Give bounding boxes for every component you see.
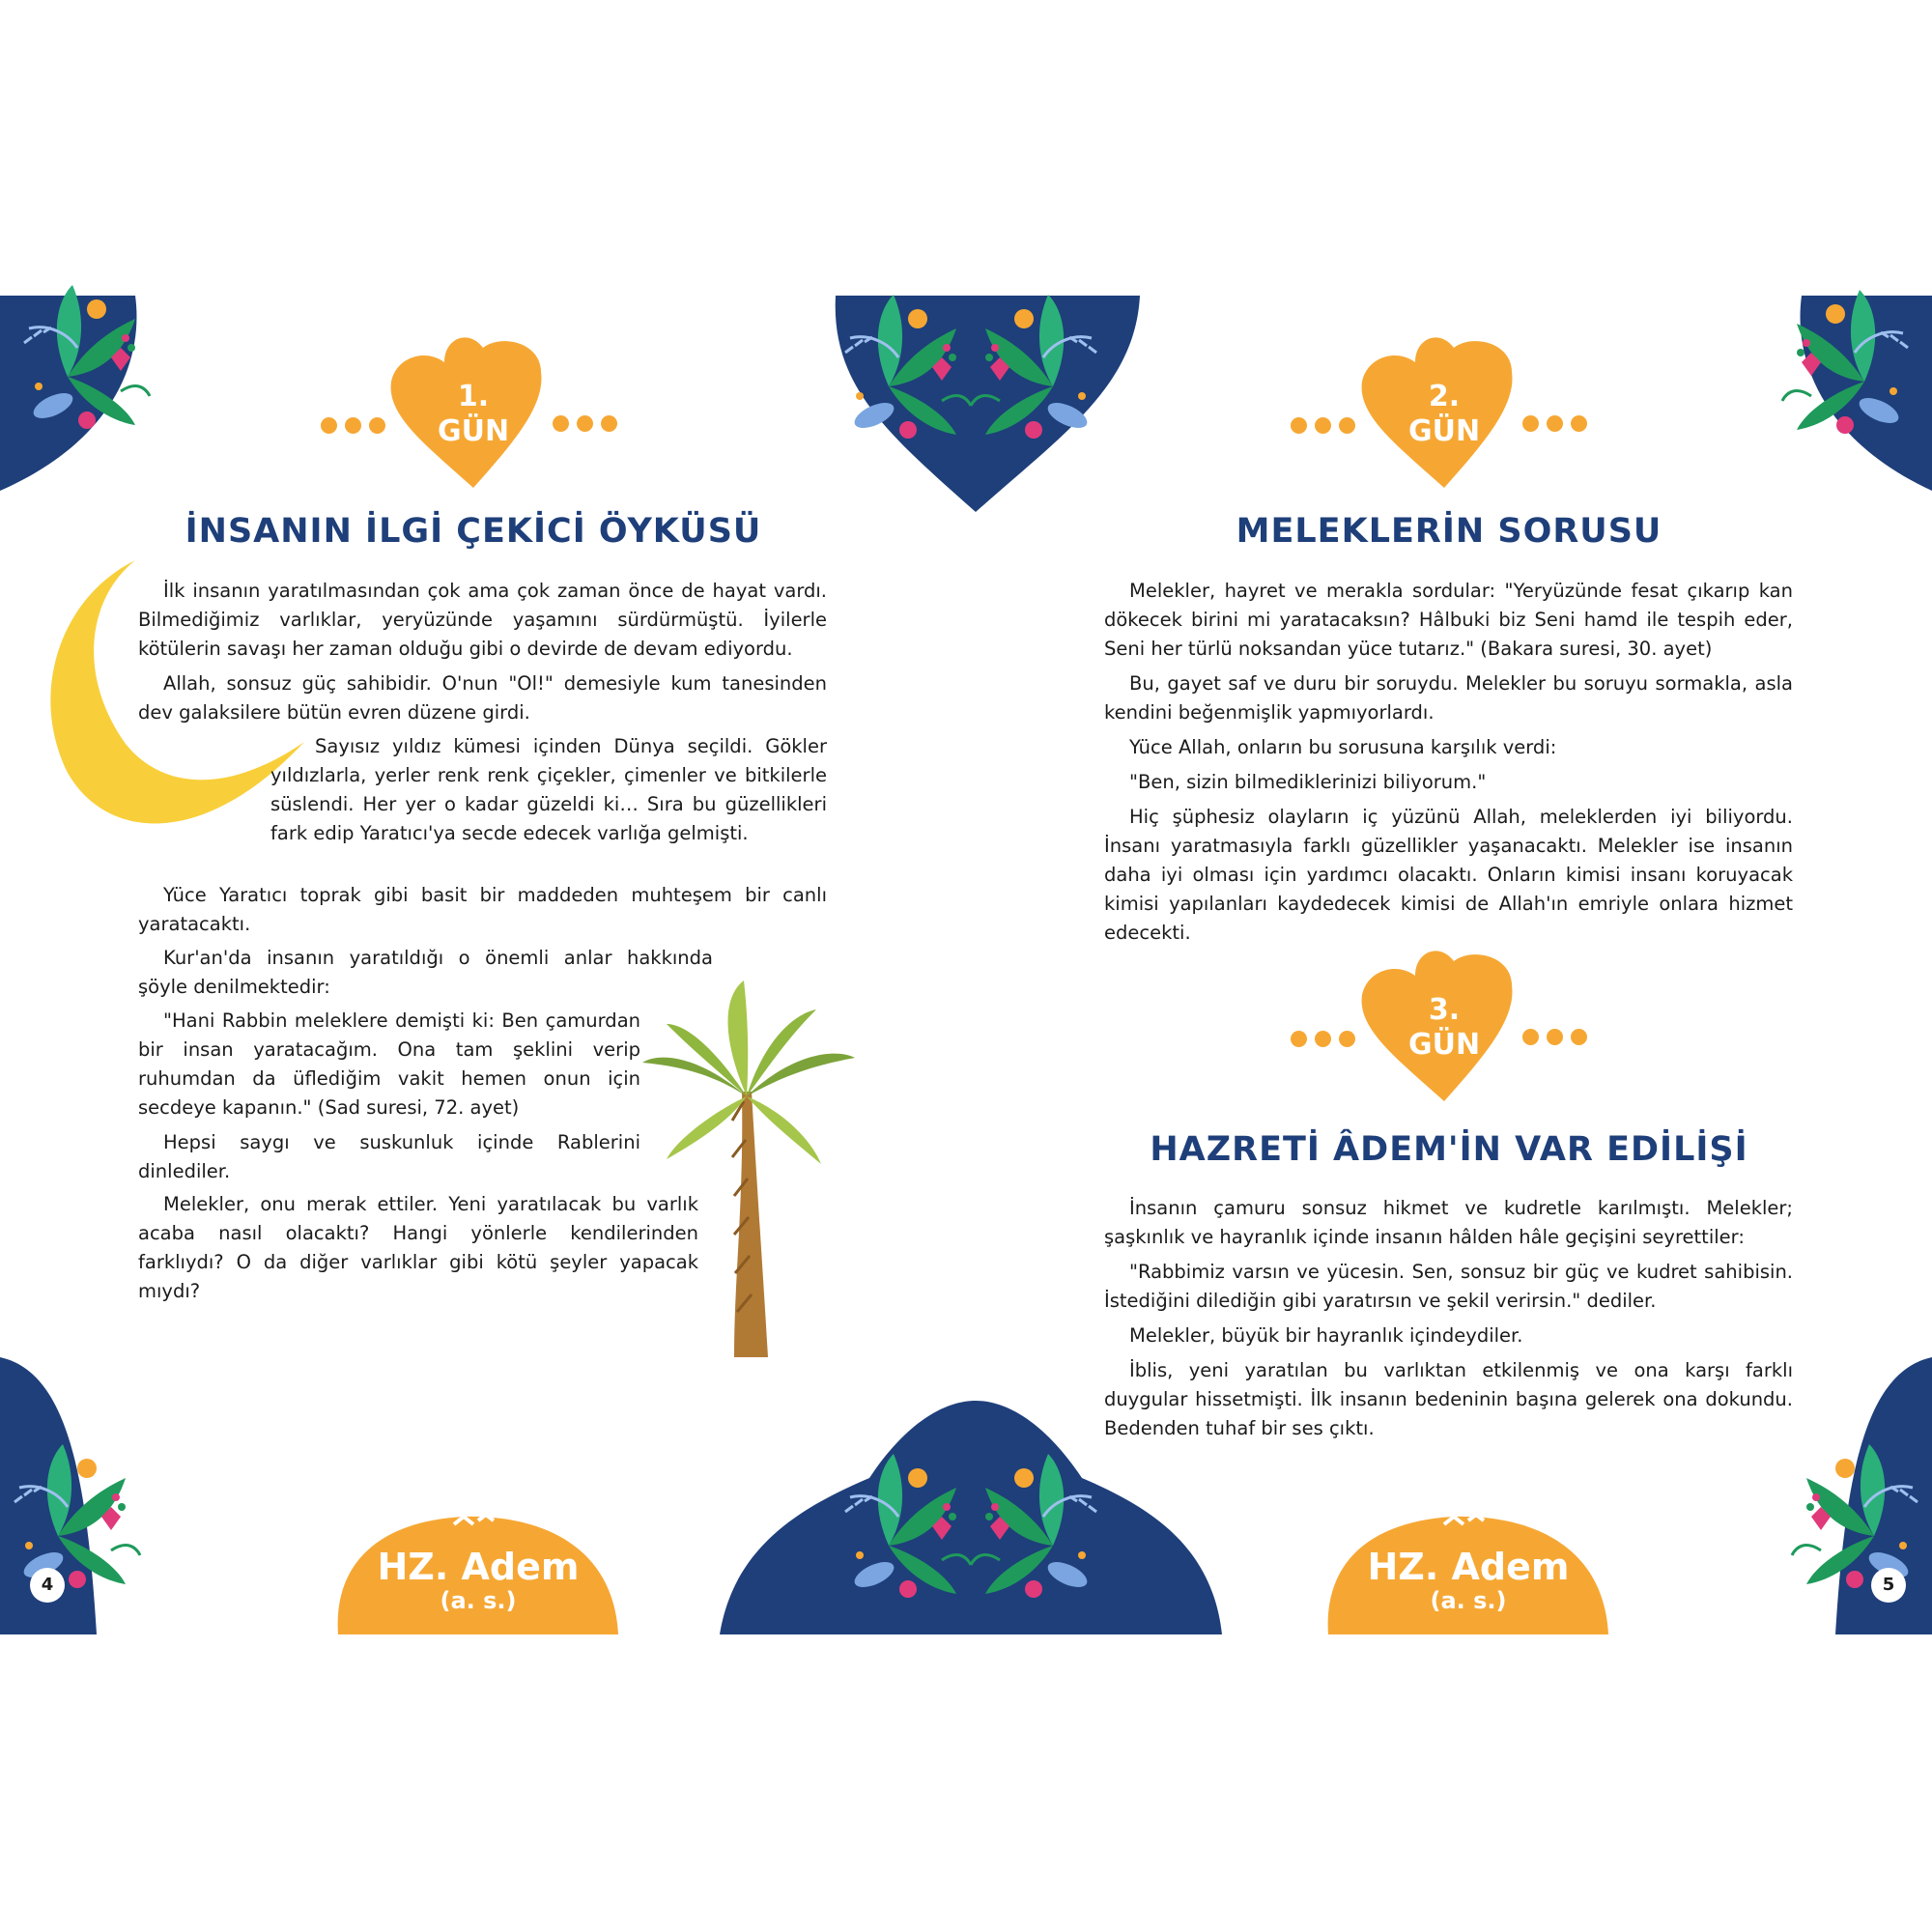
paragraph: Bu, gayet saf ve duru bir soruydu. Melekler bu soruyu sormakla, asla kendini beğenmişlik yapmıyorlardı. [1104,672,1793,724]
day-word: GÜN [1407,414,1481,448]
day-word: GÜN [1407,1028,1481,1062]
paragraph: İlk insanın yaratılmasından çok ama çok zaman önce de hayat vardı. Bilmediğimiz varlıklar, yeryüzünde yaşamını sürdürmüştü. İyilerle kötülerin savaşı her zaman olduğu gibi o devirde de devam ediyordu. [138,580,827,660]
paragraph: Allah, sonsuz güç sahibidir. O'nun "Ol!" demesiyle kum tanesinden dev galaksilere bütün evren düzene girdi. [138,672,827,724]
body-text [138,1190,698,1312]
quote-paragraph: Melekler, hayret ve merakla sordular: "Yeryüzünde fesat çıkarıp kan dökecek birini mi yaratacaksın? Hâlbuki biz Seni hamd ile tespih eder, Seni her türlü noksandan yüce tutarız." (Bakara suresi, 30. ayet) [1104,580,1793,660]
dots-decoration [1291,1031,1355,1047]
dots-decoration [1522,415,1587,432]
day-word: GÜN [437,414,510,448]
body-text [138,881,827,945]
body-text [138,577,827,733]
section-title: HAZRETİ ÂDEM'İN VAR EDİLİŞİ [1150,1130,1748,1169]
paragraph: Yüce Yaratıcı toprak gibi basit bir maddeden muhteşem bir canlı yaratacaktı. [138,884,827,935]
paragraph: Kur'an'da insanın yaratıldığı o önemli anlar hakkında şöyle denilmektedir: [138,947,713,998]
section-title: İNSANIN İLGİ ÇEKİCİ ÖYKÜSÜ [185,512,762,551]
day-number: 1. [457,380,490,413]
paragraph: Melekler, büyük bir hayranlık içindeydiler. [1129,1324,1523,1347]
day-badge [1367,340,1521,495]
day-number: 3. [1428,993,1461,1027]
dots-decoration [553,415,617,432]
paragraph: Yüce Allah, onların bu sorusuna karşılık verdi: [1129,736,1557,758]
body-text [138,1007,640,1192]
paragraph: Melekler, onu merak ettiler. Yeni yaratılacak bu varlık acaba nasıl olacaktı? Hangi yönlerle kendilerinden farklıydı? O da diğer varlıklar gibi kötü şeyler yapacak mıydı? [138,1193,698,1302]
quote-paragraph: "Rabbimiz varsın ve yücesin. Sen, sonsuz bir güç ve kudret sahibisin. İstediğini dilediğin gibi yaratırsın ve şekil verirsin." dediler. [1104,1261,1793,1312]
dots-decoration [1522,1029,1587,1045]
footer-subtitle: (a. s.) [440,1587,517,1614]
paragraph: Hiç şüphesiz olayların iç yüzünü Allah, meleklerden iyi biliyordu. İnsanı yaratmasıyla farklı güzellikler yaşanacaktı. Melekler ise insanın daha iyi olması için yardımcı olacaktı. Onların kimisi insanı koruyacak kimisi yapılanları kaydedecek kimisi de Allah'ın emriyle onlara hizmet edecekti. [1104,806,1793,944]
paragraph: Sayısız yıldız kümesi içinden Dünya seçildi. Gökler yıldızlarla, yerler renk renk çiçekler, çimenler ve bitkilerle süslendi. Her yer o kadar güzeldi ki… Sıra bu güzellikleri fark edip Yaratıcı'ya secde edecek varlığa gelmişti. [270,735,827,844]
footer-subtitle: (a. s.) [1430,1587,1507,1614]
page-number: 4 [30,1568,65,1603]
paragraph: Hepsi saygı ve suskunluk içinde Rablerini dinlediler. [138,1131,640,1182]
body-text [1104,577,1793,953]
dots-decoration [321,417,385,434]
footer-title: HZ. Adem [1367,1546,1570,1588]
quote-paragraph: "Ben, sizin bilmediklerinizi biliyorum." [1129,771,1487,793]
body-text [1104,1194,1793,1449]
day-badge [396,340,551,495]
body-text [270,732,827,854]
section-title: MELEKLERİN SORUSU [1236,512,1662,551]
day-number: 2. [1428,380,1461,413]
dots-decoration [1291,417,1355,434]
footer-title: HZ. Adem [377,1546,580,1588]
page-number: 5 [1871,1568,1906,1603]
paragraph: İblis, yeni yaratılan bu varlıktan etkilenmiş ve ona karşı farklı duygular hissetmişti. İlk insanın bedeninin başına gelerek ona dokundu. Bedenden tuhaf bir ses çıktı. [1104,1359,1793,1439]
day-badge [1367,953,1521,1108]
body-text [138,944,713,1008]
quote-paragraph: "Hani Rabbin meleklere demişti ki: Ben çamurdan bir insan yaratacağım. Ona tam şeklini verip ruhumdan da üflediğim vakit hemen onun için secdeye kapanın." (Sad suresi, 72. ayet) [138,1009,640,1119]
paragraph: İnsanın çamuru sonsuz hikmet ve kudretle karılmıştı. Melekler; şaşkınlık ve hayranlık içinde insanın hâlden hâle geçişini seyrettiler: [1104,1197,1793,1248]
